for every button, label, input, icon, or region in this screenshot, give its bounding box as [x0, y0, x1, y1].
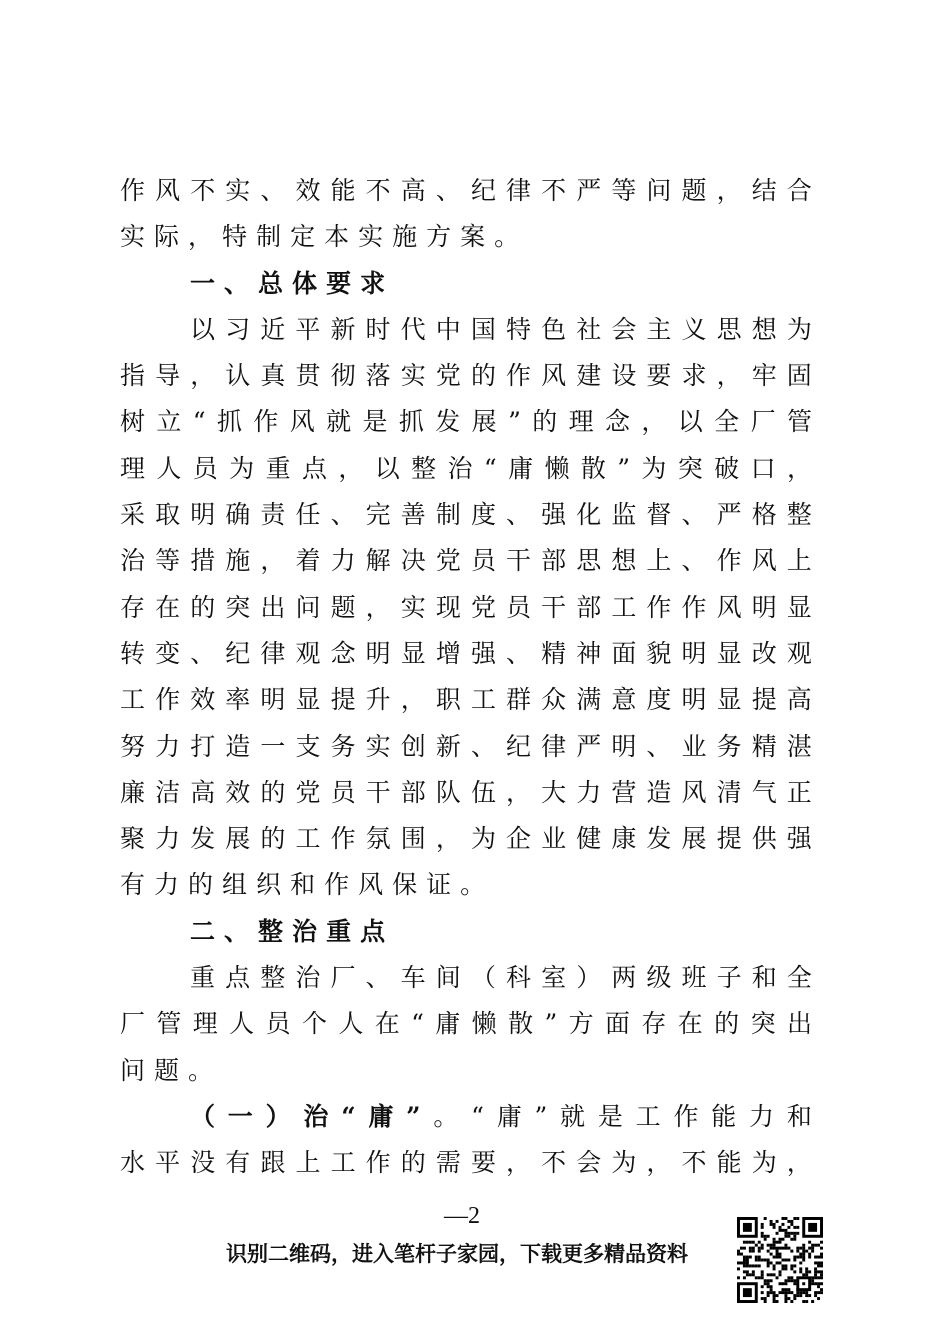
qr-code-icon[interactable] [737, 1217, 823, 1303]
text-line: 水 平 没 有 跟 上 工 作 的 需 要 ， 不 会 为 ， 不 能 为 ， [120, 1148, 812, 1178]
text-line: 治 等 措 施 ， 着 力 解 决 党 员 干 部 思 想 上 、 作 风 上 [120, 546, 812, 576]
text-line: 采 取 明 确 责 任 、 完 善 制 度 、 强 化 监 督 、 严 格 整 [120, 500, 812, 530]
text-line: 聚 力 发 展 的 工 作 氛 围 ， 为 企 业 健 康 发 展 提 供 强 [120, 824, 812, 854]
text-line: 理 人 员 为 重 点 ， 以 整 治 “ 庸 懒 散 ” 为 突 破 口 ， [120, 453, 812, 483]
text-line: 努 力 打 造 一 支 务 实 创 新 、 纪 律 严 明 、 业 务 精 湛 [120, 731, 812, 761]
body-text [120, 168, 812, 1187]
text-line: 有 力 的 组 织 和 作 风 保 证 。 [120, 870, 486, 900]
text-line: （ 一 ） 治 “ 庸 ” 。 “ 庸 ” 就 是 工 作 能 力 和 [190, 1101, 812, 1131]
section-heading: 二 、 整 治 重 点 [190, 916, 386, 946]
page-number: —2 [444, 1203, 480, 1229]
text-line: 厂 管 理 人 员 个 人 在 “ 庸 懒 散 ” 方 面 存 在 的 突 出 [120, 1009, 812, 1039]
text-line: 重 点 整 治 厂 、 车 间 （ 科 室 ） 两 级 班 子 和 全 [190, 963, 812, 993]
text-line: 作 风 不 实 、 效 能 不 高 、 纪 律 不 严 等 问 题 ， 结 合 [120, 176, 812, 205]
text-line: 树 立 “ 抓 作 风 就 是 抓 发 展 ” 的 理 念 ， 以 全 厂 管 [120, 407, 812, 437]
text-line: 廉 洁 高 效 的 党 员 干 部 队 伍 ， 大 力 营 造 风 清 气 正 [120, 777, 812, 807]
text-line: 工 作 效 率 明 显 提 升 ， 职 工 群 众 满 意 度 明 显 提 高 [120, 685, 812, 715]
text-line: 指 导 ， 认 真 贯 彻 落 实 党 的 作 风 建 设 要 求 ， 牢 固 [120, 361, 812, 391]
text-line: 转 变 、 纪 律 观 念 明 显 增 强 、 精 神 面 貌 明 显 改 观 [120, 638, 812, 668]
text-line: 存 在 的 突 出 问 题 ， 实 现 党 员 干 部 工 作 作 风 明 显 [120, 592, 812, 622]
section-heading: 一 、 总 体 要 求 [190, 268, 386, 298]
text-line: 实 际 ， 特 制 定 本 实 施 方 案 。 [120, 222, 520, 252]
text-line: 问 题 。 [120, 1055, 214, 1085]
footer-note: 识别二维码，进入笔杆子家园，下载更多精品资料 [226, 1241, 688, 1266]
text-line: 以 习 近 平 新 时 代 中 国 特 色 社 会 主 义 思 想 为 [190, 314, 812, 344]
